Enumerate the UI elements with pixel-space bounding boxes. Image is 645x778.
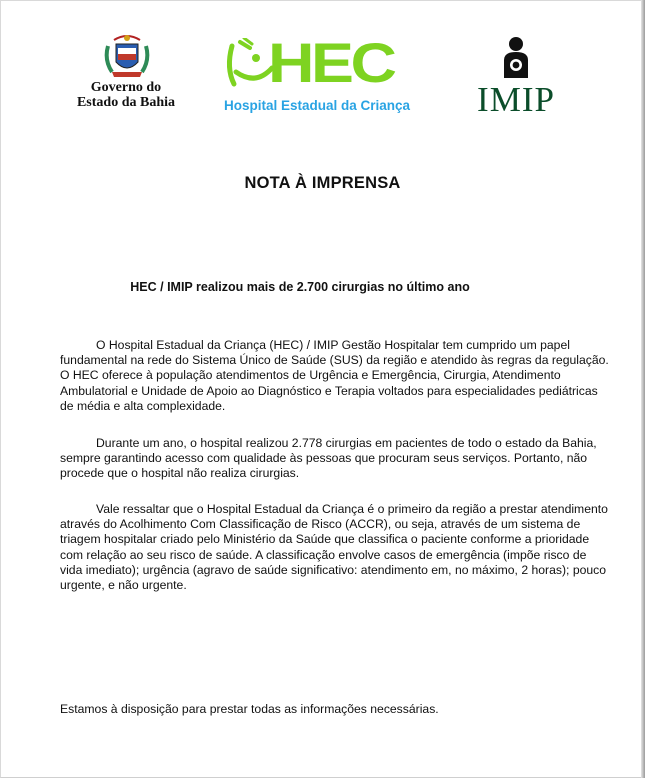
bahia-logo-text (74, 80, 178, 110)
document-subtitle: HEC / IMIP realizou mais de 2.700 cirurgias no último ano (130, 280, 470, 294)
hec-logo-wordmark: HEC (268, 31, 394, 94)
imip-logo (464, 36, 568, 119)
paragraph-1: O Hospital Estadual da Criança (HEC) / IMIP Gestão Hospitalar tem cumprido um papel fundamental na rede do Sistema Único de Saúde (SUS) da região e atendido às regras da regulação. O HEC oferece à população atendimentos de Urgência e Emergência, Cirurgia, Atendimento Ambulatorial e Unidade de Apoio ao Diagnóstico e Terapia voltados para especialidades pediátricas de média e alta complexidade. (60, 338, 609, 413)
bahia-government-logo (74, 30, 178, 114)
page-edge-shadow (641, 0, 645, 778)
bahia-logo-line-2: Estado da Bahia (76, 95, 176, 110)
bahia-logo-line-1: Governo do (90, 80, 162, 95)
document-title: NOTA À IMPRENSA (244, 174, 401, 192)
hec-logo-subtitle: Hospital Estadual da Criança (224, 98, 411, 113)
paragraph-3: Vale ressaltar que o Hospital Estadual da Criança é o primeiro da região a prestar atendimento através do Acolhimento Com Classificação de Risco (ACCR), ou seja, através de um sistema de triagem hospitalar criado pelo Ministério da Saúde que classifica o paciente conforme a prioridade com relação ao seu risco de saúde. A classificação envolve casos de emergência (impõe risco de vida imediato); urgência (agravo de saúde significativo: atendimento em, no máximo, 2 horas); pouco urgente, e não urgente. (60, 502, 608, 593)
bahia-coat-of-arms-icon (104, 30, 150, 80)
hec-logo (222, 31, 422, 116)
mother-child-icon (501, 36, 531, 80)
imip-logo-wordmark: IMIP (477, 80, 555, 119)
paragraph-2: Durante um ano, o hospital realizou 2.778 cirurgias em pacientes de todo o estado da Bahia, sempre garantindo acesso com qualidade às pessoas que procuram seus serviços. Portanto, não procede que o hospital não realiza cirurgias. (60, 436, 597, 481)
closing-line: Estamos à disposição para prestar todas as informações necessárias. (60, 702, 439, 716)
